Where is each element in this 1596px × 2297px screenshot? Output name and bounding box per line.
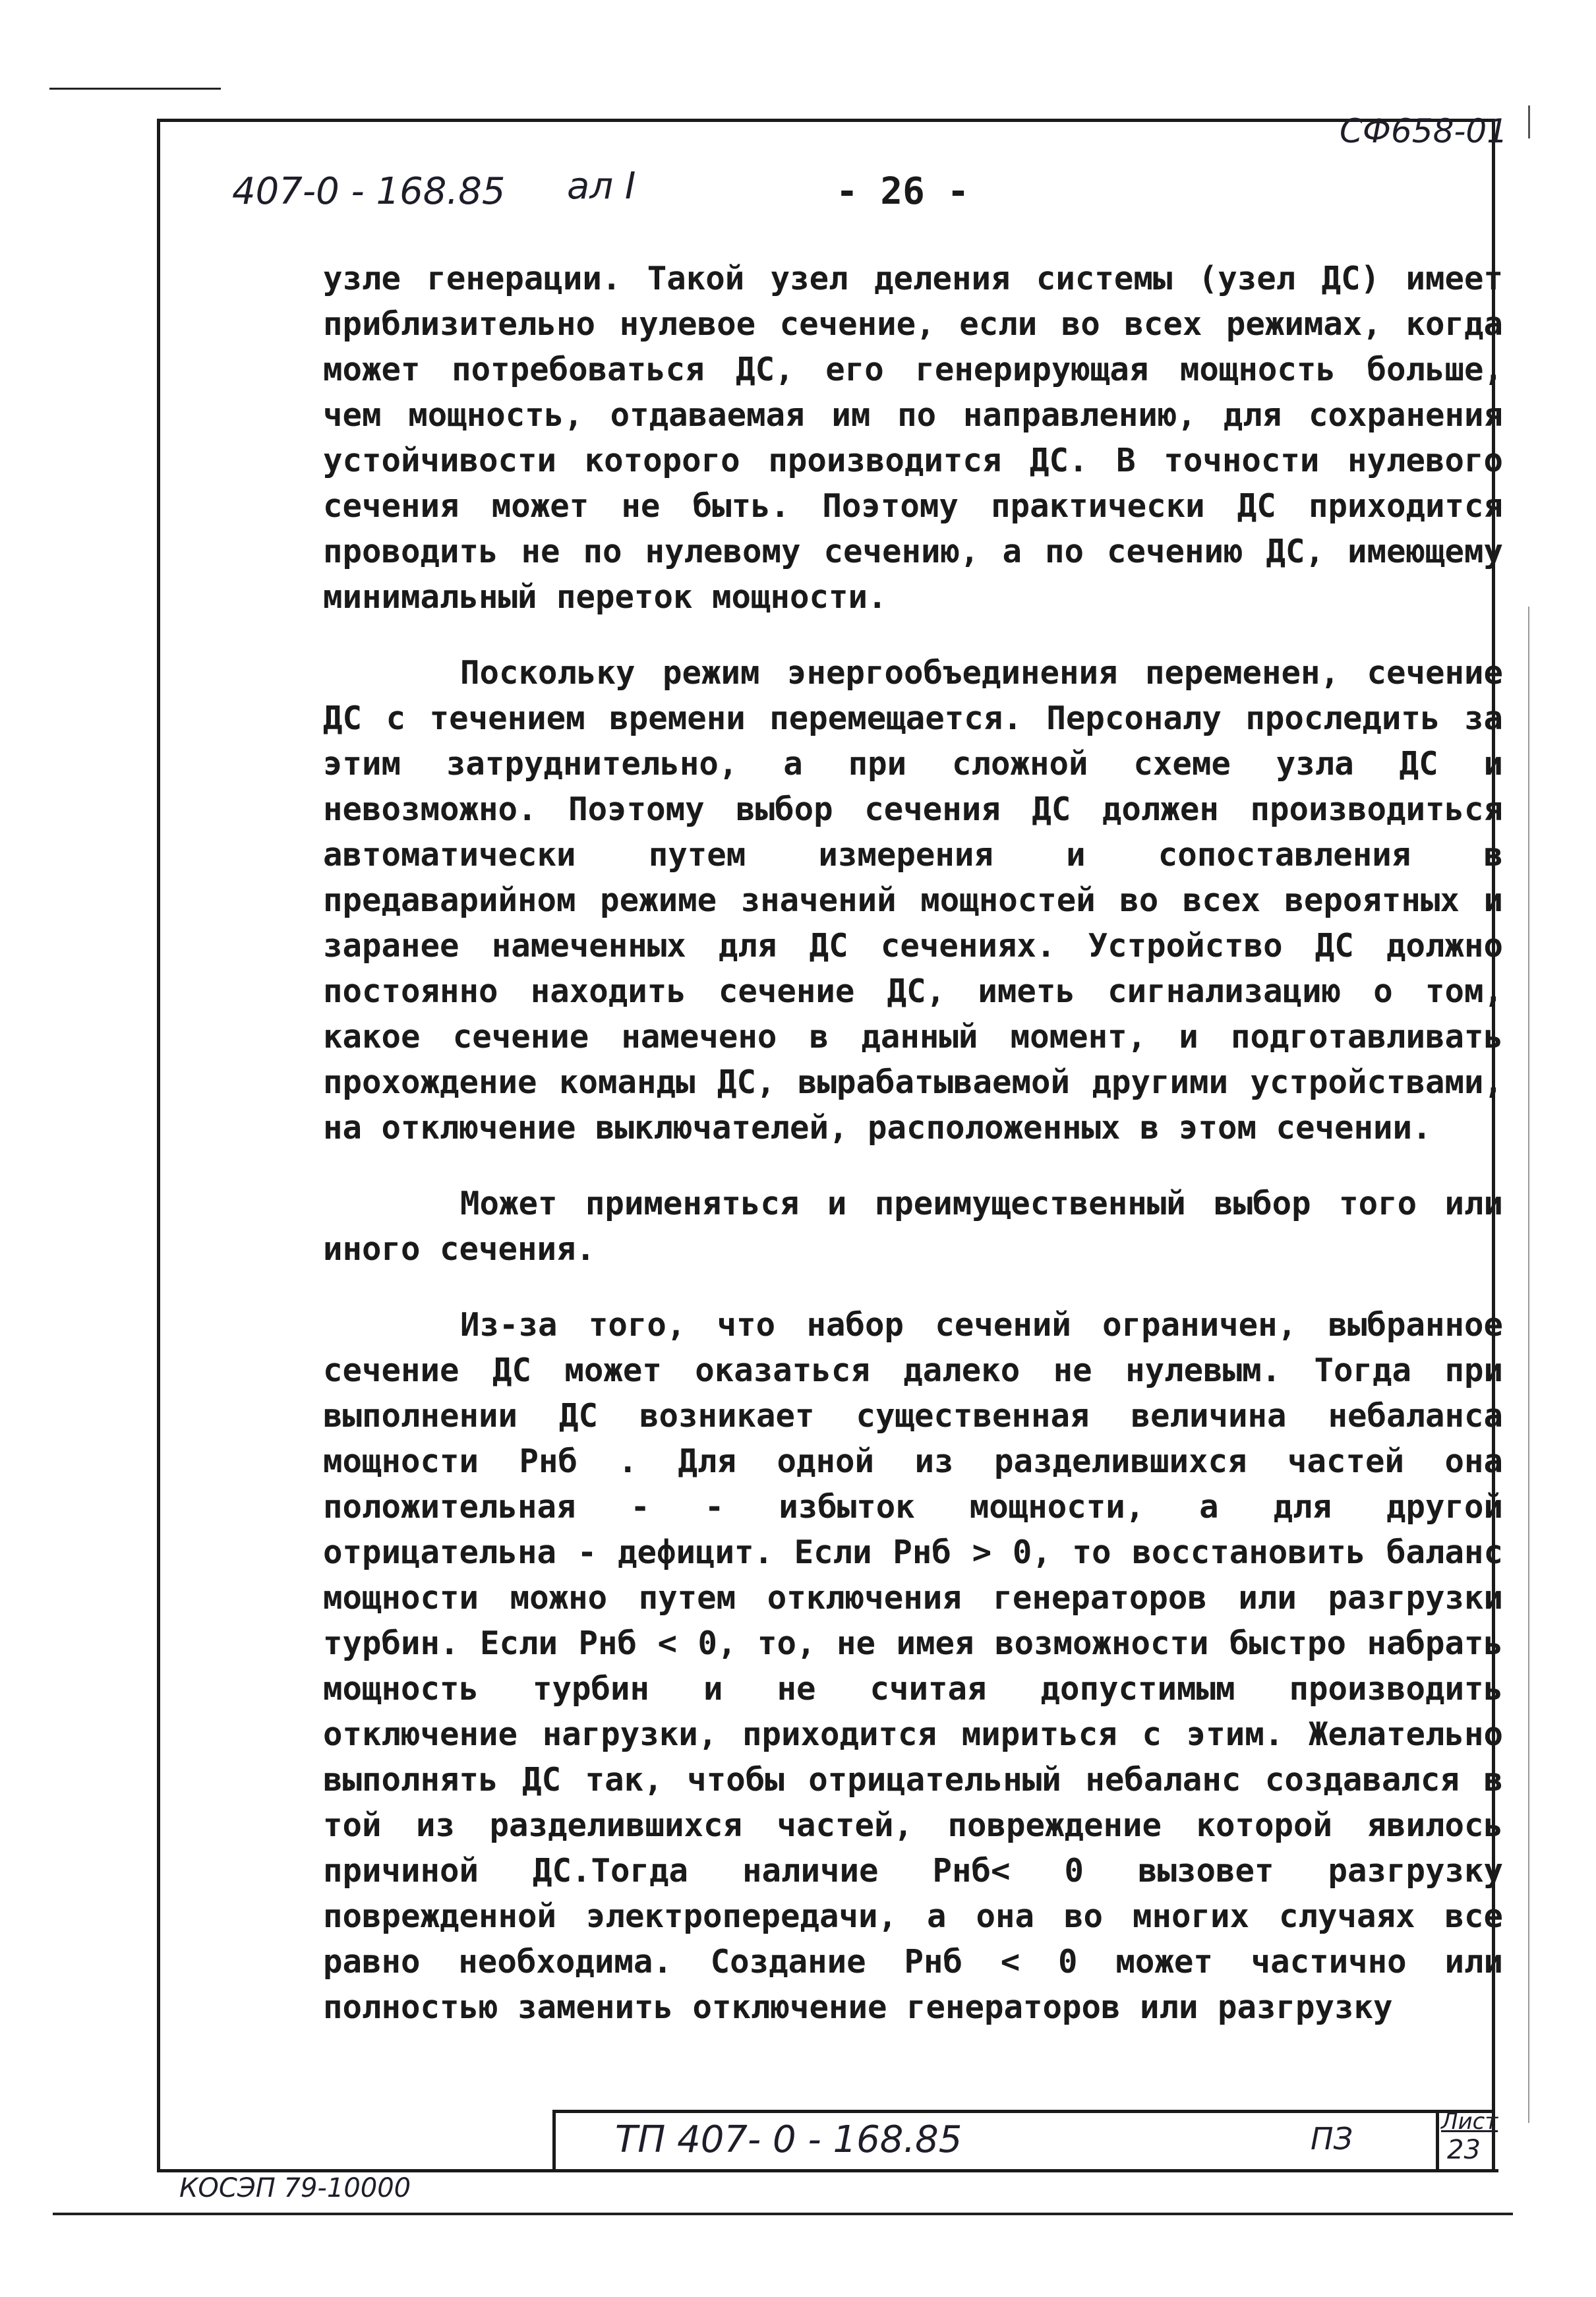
stamp-code: СФ658-01 (1340, 112, 1508, 150)
sheet-number: 23 (1447, 2135, 1481, 2165)
title-block (552, 2108, 1498, 2169)
sheet-label: Лист (1441, 2108, 1498, 2135)
top-rule (49, 88, 221, 90)
margin-mark (1528, 607, 1529, 2123)
bottom-rule (53, 2213, 1513, 2215)
body-text (323, 256, 1503, 2030)
title-block-section: ПЗ (1311, 2121, 1353, 2157)
paragraph: Может применяться и преимущественный выбор того или иного сечения. (323, 1185, 1503, 1268)
paragraph: Из-за того, что набор сечений ограничен, выбранное сечение ДС может оказаться далеко не нулевым. Тогда при выполнении ДС возникает существенная величина небаланса мощности Рнб . Для одной из разделившихся частей она положительная - - избыток мощности, а для другой отрицательна - дефицит. Если Рнб > 0, то восстановить баланс мощности можно путем отключения генераторов или разгрузки турбин. Если Рнб < 0, то, не имея возможности быстро набрать мощность турбин и не считая допустимым производить отключение нагрузки, приходится мириться с этим. Желательно выполнять ДС так, чтобы отрицательный небаланс создавался в той из разделившихся частей, повреждение которой явилось причиной ДС.Тогда наличие Рнб< 0 вызовет разгрузку поврежденной электропередачи, а она во многих случаях все равно необходима. Создание Рнб < 0 может частично или полностью заменить отключение генераторов или разгрузку (323, 1306, 1503, 2026)
sheet-cell (1436, 2110, 1498, 2172)
page-number: - 26 - (836, 170, 970, 213)
margin-mark (1528, 105, 1530, 138)
title-block-designation: ТП 407- 0 - 168.85 (615, 2118, 962, 2161)
document-number: 407-0 - 168.85 (232, 170, 506, 213)
page-frame-bottom (157, 2169, 1498, 2172)
form-code: КОСЭП 79-10000 (179, 2173, 411, 2203)
album-number: ал I (567, 165, 636, 208)
paragraph: Поскольку режим энергообъединения переменен, сечение ДС с течением времени перемещается. Персоналу проследить за этим затруднительно, а при сложной схеме узла ДС и невозможно. Поэтому выбор сечения ДС должен производиться автоматически путем измерения и сопоставления в предаварийном режиме значений мощностей во всех вероятных и заранее намеченных для ДС сечениях. Устройство ДС должно постоянно находить сечение ДС, иметь сигнализацию о том, какое сечение намечено в данный момент, и подготавливать прохождение команды ДС, вырабатываемой другими устройствами, на отключение выключателей, расположенных в этом сечении. (323, 654, 1503, 1147)
paragraph: узле генерации. Такой узел деления системы (узел ДС) имеет приблизительно нулевое сечение, если во всех режимах, когда может потребоваться ДС, его генерирующая мощность больше, чем мощность, отдаваемая им по направлению, для сохранения устойчивости которого производится ДС. В точности нулевого сечения может не быть. Поэтому практически ДС приходится проводить не по нулевому сечению, а по сечению ДС, имеющему минимальный переток мощности. (323, 260, 1503, 616)
